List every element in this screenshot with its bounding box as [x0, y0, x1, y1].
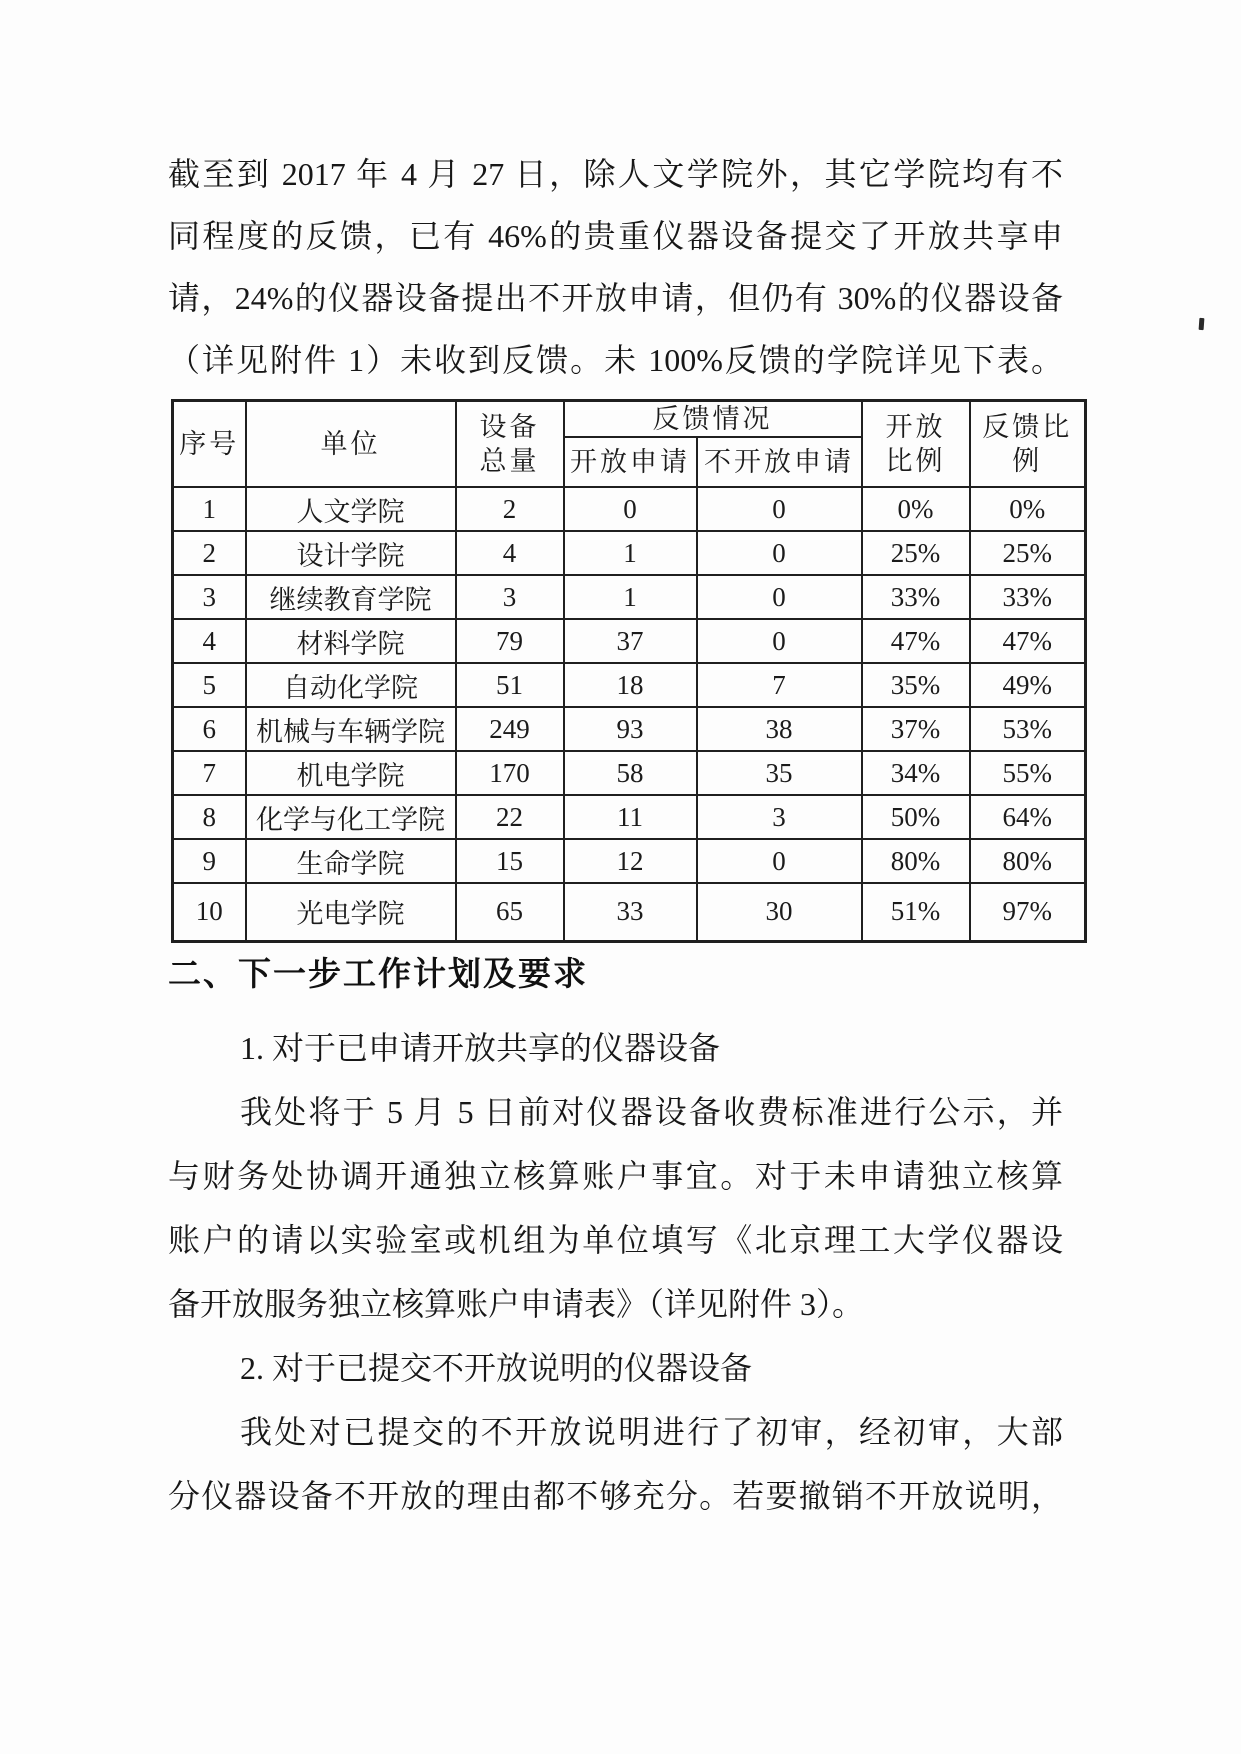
- item2-line: 分仪器设备不开放的理由都不够充分。若要撤销不开放说明，: [168, 1477, 1063, 1514]
- cell-feedback-ratio: 0%: [970, 487, 1086, 531]
- cell-open: 1: [564, 575, 697, 619]
- cell-not-open: 30: [697, 883, 862, 941]
- cell-open-ratio: 50%: [862, 795, 970, 839]
- cell-unit: 继续教育学院: [246, 575, 456, 619]
- cell-open-ratio: 37%: [862, 707, 970, 751]
- cell-not-open: 0: [697, 619, 862, 663]
- cell-total: 51: [456, 663, 564, 707]
- cell-total: 3: [456, 575, 564, 619]
- scan-ink-speck: [1199, 318, 1205, 330]
- item1-line: 备开放服务独立核算账户申请表》（详见附件 3）。: [168, 1285, 865, 1322]
- cell-not-open: 0: [697, 839, 862, 883]
- cell-feedback-ratio: 55%: [970, 751, 1086, 795]
- cell-open: 11: [564, 795, 697, 839]
- table-row: [173, 751, 1086, 795]
- cell-open-ratio: 0%: [862, 487, 970, 531]
- table-row: [173, 619, 1086, 663]
- item1-title: 1. 对于已申请开放共享的仪器设备: [240, 1029, 721, 1066]
- cell-seq: 10: [173, 883, 246, 941]
- item2-title: 2. 对于已提交不开放说明的仪器设备: [240, 1349, 753, 1386]
- table-row: [173, 531, 1086, 575]
- cell-open-ratio: 34%: [862, 751, 970, 795]
- cell-seq: 5: [173, 663, 246, 707]
- item2-line: 我处对已提交的不开放说明进行了初审，经初审，大部: [240, 1413, 1063, 1450]
- cell-open: 18: [564, 663, 697, 707]
- table-row: [173, 795, 1086, 839]
- cell-unit: 光电学院: [246, 883, 456, 941]
- section-heading: 二、下一步工作计划及要求: [168, 954, 588, 992]
- col-header-total-line1: 设备: [479, 412, 540, 442]
- cell-total: 22: [456, 795, 564, 839]
- table-row: [173, 663, 1086, 707]
- intro-line: 请，24%的仪器设备提出不开放申请，但仍有 30%的仪器设备: [168, 280, 1063, 316]
- cell-unit: 机械与车辆学院: [246, 707, 456, 751]
- table-row: [173, 487, 1086, 531]
- cell-total: 15: [456, 839, 564, 883]
- cell-unit: 生命学院: [246, 839, 456, 883]
- cell-feedback-ratio: 53%: [970, 707, 1086, 751]
- col-header-feedback-ratio: 反馈比例: [970, 401, 1086, 488]
- cell-seq: 1: [173, 487, 246, 531]
- cell-seq: 8: [173, 795, 246, 839]
- cell-unit: 自动化学院: [246, 663, 456, 707]
- section2-body: [168, 1016, 1063, 1528]
- col-header-open-ratio-line2: 比例: [885, 446, 946, 476]
- cell-seq: 6: [173, 707, 246, 751]
- col-header-total-line2: 总量: [479, 446, 540, 476]
- table-row: [173, 575, 1086, 619]
- cell-open: 0: [564, 487, 697, 531]
- col-header-unit: 单位: [246, 401, 456, 488]
- cell-unit: 人文学院: [246, 487, 456, 531]
- cell-feedback-ratio: 33%: [970, 575, 1086, 619]
- cell-not-open: 0: [697, 575, 862, 619]
- col-header-open-ratio-line1: 开放: [885, 412, 946, 442]
- cell-feedback-ratio: 47%: [970, 619, 1086, 663]
- cell-open: 58: [564, 751, 697, 795]
- cell-open-ratio: 51%: [862, 883, 970, 941]
- col-header-seq: 序号: [173, 401, 246, 488]
- cell-open: 1: [564, 531, 697, 575]
- cell-total: 4: [456, 531, 564, 575]
- cell-feedback-ratio: 49%: [970, 663, 1086, 707]
- table-row: [173, 839, 1086, 883]
- cell-not-open: 38: [697, 707, 862, 751]
- item1-line: 与财务处协调开通独立核算账户事宜。对于未申请独立核算: [168, 1157, 1063, 1194]
- item1-line: 账户的请以实验室或机组为单位填写《北京理工大学仪器设: [168, 1221, 1063, 1258]
- cell-not-open: 0: [697, 487, 862, 531]
- intro-paragraph: [168, 143, 1063, 391]
- table-row: [173, 883, 1086, 941]
- table-header-row-1: [173, 401, 1086, 438]
- cell-unit: 化学与化工学院: [246, 795, 456, 839]
- intro-line: （详见附件 1）未收到反馈。未 100%反馈的学院详见下表。: [168, 342, 1063, 378]
- cell-not-open: 3: [697, 795, 862, 839]
- cell-open-ratio: 25%: [862, 531, 970, 575]
- cell-open: 37: [564, 619, 697, 663]
- intro-line: 同程度的反馈，已有 46%的贵重仪器设备提交了开放共享申: [168, 218, 1063, 254]
- cell-open: 33: [564, 883, 697, 941]
- table-row: [173, 707, 1086, 751]
- cell-feedback-ratio: 97%: [970, 883, 1086, 941]
- col-header-feedback-group: 反馈情况: [564, 401, 862, 438]
- item1-line: 我处将于 5 月 5 日前对仪器设备收费标准进行公示，并: [240, 1093, 1063, 1130]
- cell-open: 12: [564, 839, 697, 883]
- col-header-total: [456, 401, 564, 488]
- cell-seq: 2: [173, 531, 246, 575]
- cell-open-ratio: 33%: [862, 575, 970, 619]
- cell-open-ratio: 47%: [862, 619, 970, 663]
- cell-seq: 3: [173, 575, 246, 619]
- col-header-not-open-apply: 不开放申请: [697, 437, 862, 487]
- cell-feedback-ratio: 25%: [970, 531, 1086, 575]
- cell-total: 79: [456, 619, 564, 663]
- cell-open-ratio: 80%: [862, 839, 970, 883]
- cell-feedback-ratio: 64%: [970, 795, 1086, 839]
- col-header-open-ratio: [862, 401, 970, 488]
- cell-unit: 材料学院: [246, 619, 456, 663]
- feedback-statistics-table: [171, 399, 1087, 943]
- cell-seq: 4: [173, 619, 246, 663]
- intro-line: 截至到 2017 年 4 月 27 日，除人文学院外，其它学院均有不: [168, 156, 1063, 192]
- cell-unit: 设计学院: [246, 531, 456, 575]
- cell-total: 65: [456, 883, 564, 941]
- cell-not-open: 7: [697, 663, 862, 707]
- cell-seq: 7: [173, 751, 246, 795]
- document-content: [168, 143, 1073, 1528]
- cell-not-open: 35: [697, 751, 862, 795]
- cell-feedback-ratio: 80%: [970, 839, 1086, 883]
- cell-total: 2: [456, 487, 564, 531]
- cell-total: 249: [456, 707, 564, 751]
- cell-unit: 机电学院: [246, 751, 456, 795]
- cell-seq: 9: [173, 839, 246, 883]
- cell-open: 93: [564, 707, 697, 751]
- cell-total: 170: [456, 751, 564, 795]
- col-header-open-apply: 开放申请: [564, 437, 697, 487]
- cell-open-ratio: 35%: [862, 663, 970, 707]
- cell-not-open: 0: [697, 531, 862, 575]
